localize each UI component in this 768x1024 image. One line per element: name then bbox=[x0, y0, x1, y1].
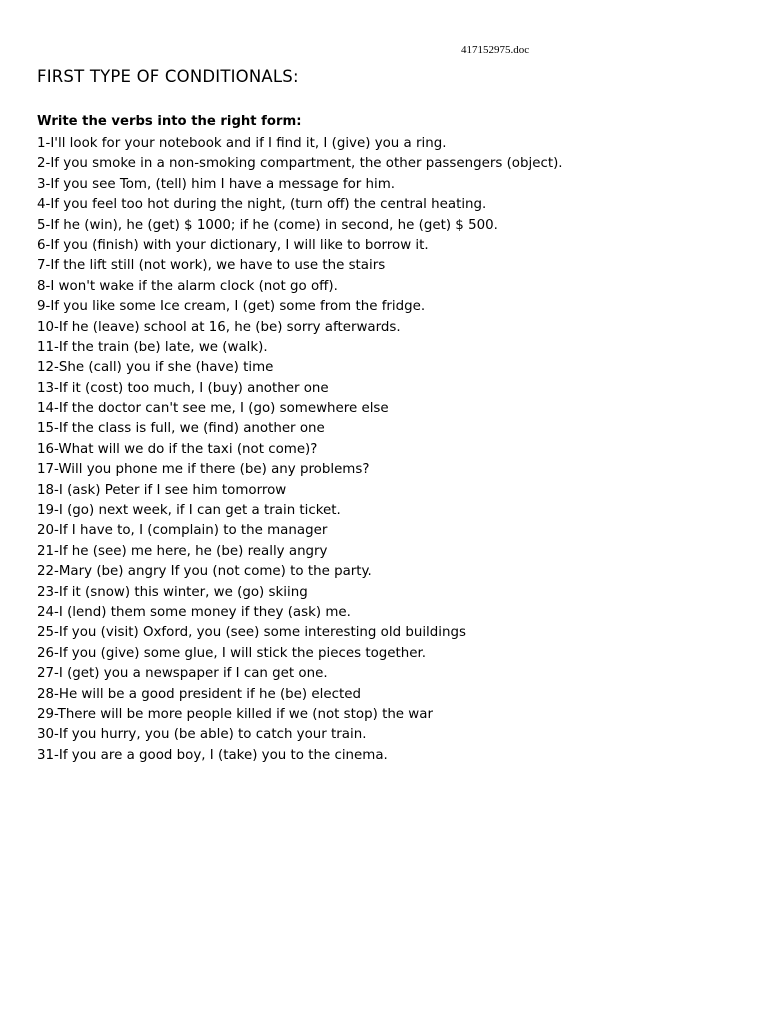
exercise-item: 8-I won't wake if the alarm clock (not go off). bbox=[37, 278, 338, 294]
exercise-item: 21-If he (see) me here, he (be) really angry bbox=[37, 543, 328, 559]
exercise-item: 7-If the lift still (not work), we have to use the stairs bbox=[37, 258, 386, 274]
exercise-item: 16-What will we do if the taxi (not come)? bbox=[37, 441, 318, 457]
document-filename: 417152975.doc bbox=[461, 44, 530, 56]
exercise-item: 28-He will be a good president if he (be) elected bbox=[37, 686, 361, 702]
exercise-item: 17-Will you phone me if there (be) any problems? bbox=[37, 462, 370, 478]
exercise-item: 15-If the class is full, we (find) another one bbox=[37, 421, 325, 437]
exercise-item: 12-She (call) you if she (have) time bbox=[37, 360, 274, 376]
exercise-list bbox=[37, 134, 563, 766]
exercise-item: 22-Mary (be) angry If you (not come) to the party. bbox=[37, 564, 372, 580]
exercise-item: 10-If he (leave) school at 16, he (be) sorry afterwards. bbox=[37, 319, 401, 335]
exercise-item: 24-I (lend) them some money if they (ask) me. bbox=[37, 604, 351, 620]
exercise-item: 19-I (go) next week, if I can get a train ticket. bbox=[37, 503, 341, 519]
exercise-item: 13-If it (cost) too much, I (buy) another one bbox=[37, 380, 329, 396]
exercise-item: 14-If the doctor can't see me, I (go) somewhere else bbox=[37, 401, 389, 417]
exercise-item: 4-If you feel too hot during the night, (turn off) the central heating. bbox=[37, 197, 487, 213]
exercise-item: 6-If you (finish) with your dictionary, I will like to borrow it. bbox=[37, 237, 429, 253]
exercise-item: 26-If you (give) some glue, I will stick the pieces together. bbox=[37, 645, 427, 661]
document-title: FIRST TYPE OF CONDITIONALS: bbox=[37, 67, 299, 86]
exercise-item: 1-I'll look for your notebook and if I find it, I (give) you a ring. bbox=[37, 136, 447, 151]
exercise-item: 27-I (get) you a newspaper if I can get one. bbox=[37, 666, 328, 682]
exercise-item: 31-If you are a good boy, I (take) you to the cinema. bbox=[37, 747, 388, 763]
exercise-instruction: Write the verbs into the right form: bbox=[37, 114, 302, 129]
exercise-item: 11-If the train (be) late, we (walk). bbox=[37, 339, 268, 355]
exercise-item: 3-If you see Tom, (tell) him I have a message for him. bbox=[37, 176, 396, 192]
exercise-item: 2-If you smoke in a non-smoking compartment, the other passengers (object). bbox=[37, 156, 563, 172]
exercise-item: 5-If he (win), he (get) $ 1000; if he (come) in second, he (get) $ 500. bbox=[37, 217, 498, 233]
exercise-item: 20-If I have to, I (complain) to the manager bbox=[37, 523, 328, 539]
exercise-item: 9-If you like some Ice cream, I (get) some from the fridge. bbox=[37, 299, 426, 315]
exercise-item: 25-If you (visit) Oxford, you (see) some interesting old buildings bbox=[37, 625, 466, 641]
exercise-item: 30-If you hurry, you (be able) to catch your train. bbox=[37, 727, 367, 743]
exercise-item: 23-If it (snow) this winter, we (go) skiing bbox=[37, 584, 308, 600]
exercise-item: 18-I (ask) Peter if I see him tomorrow bbox=[37, 482, 287, 498]
exercise-item: 29-There will be more people killed if we (not stop) the war bbox=[37, 706, 433, 722]
